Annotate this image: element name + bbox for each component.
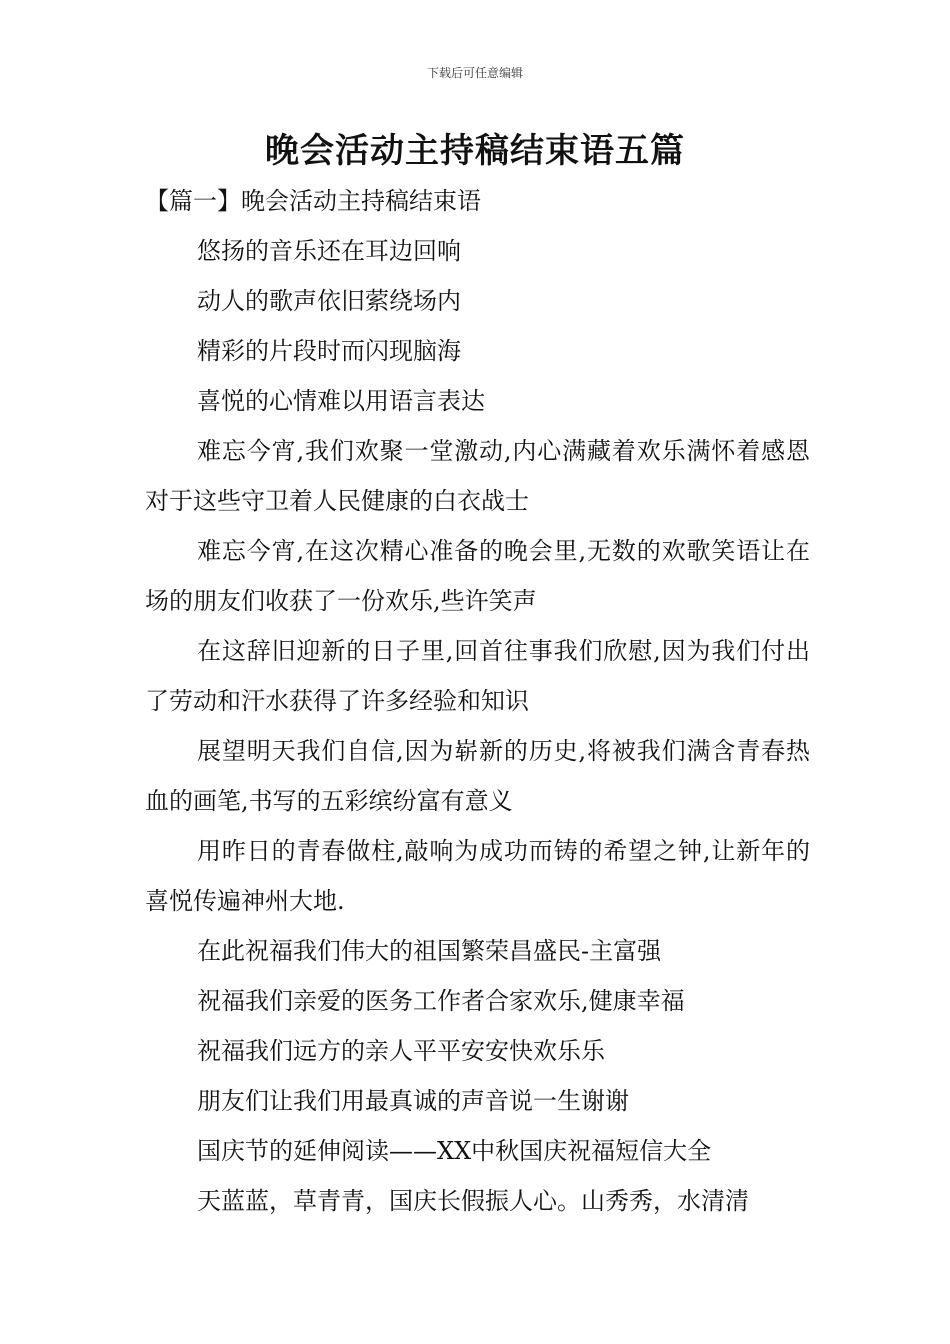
document-title: 晚会活动主持稿结束语五篇 xyxy=(265,131,685,171)
paragraph: 国庆节的延伸阅读——XX中秋国庆祝福短信大全 xyxy=(197,1137,712,1165)
paragraph: 朋友们让我们用最真诚的声音说一生谢谢 xyxy=(197,1087,629,1115)
paragraph: 祝福我们亲爱的医务工作者合家欢乐,健康幸福 xyxy=(197,987,685,1015)
paragraph: 天蓝蓝，草青青，国庆长假振人心。山秀秀，水清清 xyxy=(197,1187,749,1215)
paragraph: 精彩的片段时而闪现脑海 xyxy=(197,337,461,365)
paragraph: 在这辞旧迎新的日子里,回首往事我们欣慰,因为我们付出了劳动和汗水获得了许多经验和知识 xyxy=(145,637,810,715)
section-heading: 【篇一】晚会活动主持稿结束语 xyxy=(145,187,481,215)
paragraph: 动人的歌声依旧萦绕场内 xyxy=(197,287,461,315)
paragraph: 难忘今宵,我们欢聚一堂激动,内心满藏着欢乐满怀着感恩对于这些守卫着人民健康的白衣战士 xyxy=(145,437,810,515)
document-body xyxy=(145,176,810,1226)
paragraph: 悠扬的音乐还在耳边回响 xyxy=(197,237,461,265)
page-header-note: 下载后可任意编辑 xyxy=(426,66,523,80)
paragraph: 祝福我们远方的亲人平平安安快欢乐乐 xyxy=(197,1037,605,1065)
paragraph: 用昨日的青春做柱,敲响为成功而铸的希望之钟,让新年的喜悦传遍神州大地. xyxy=(145,837,810,915)
paragraph: 难忘今宵,在这次精心准备的晚会里,无数的欢歌笑语让在场的朋友们收获了一份欢乐,些许笑声 xyxy=(145,537,810,615)
paragraph: 喜悦的心情难以用语言表达 xyxy=(197,387,485,415)
paragraph: 在此祝福我们伟大的祖国繁荣昌盛民-主富强 xyxy=(197,937,662,965)
paragraph: 展望明天我们自信,因为崭新的历史,将被我们满含青春热血的画笔,书写的五彩缤纷富有意义 xyxy=(145,737,810,815)
